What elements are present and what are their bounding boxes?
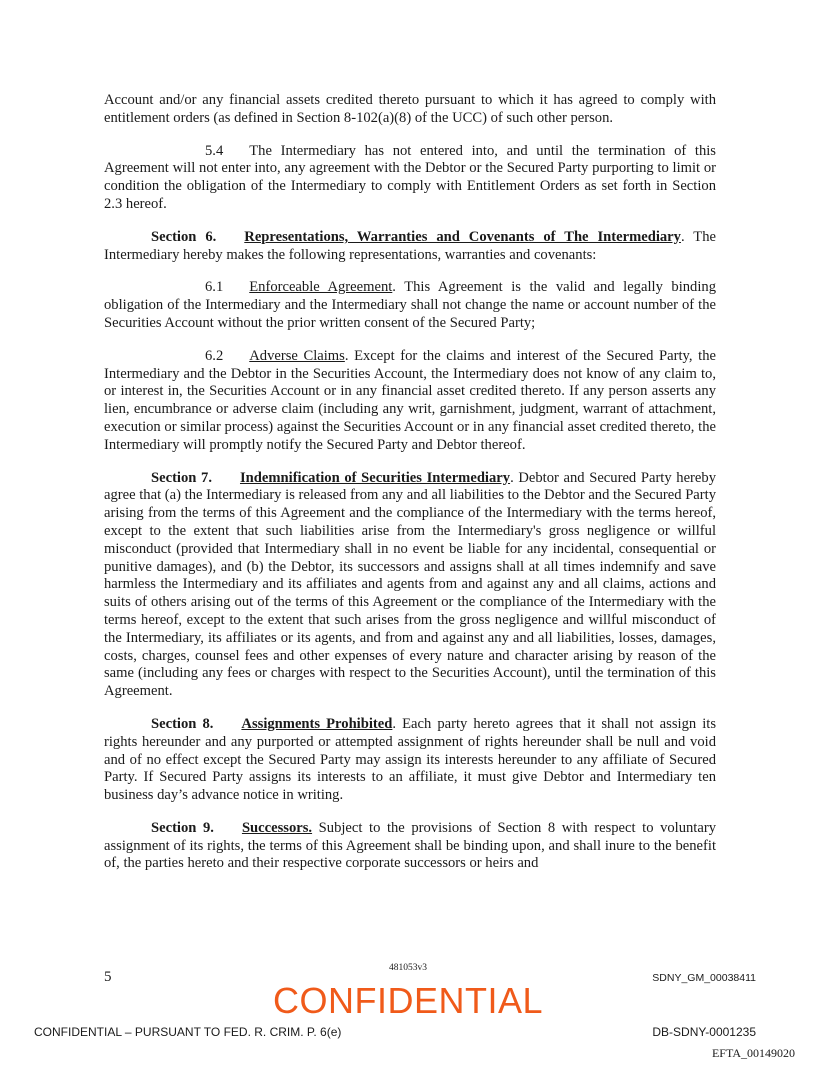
confidential-notice: CONFIDENTIAL – PURSUANT TO FED. R. CRIM. P. 6(e) [34,1025,342,1039]
paragraph-6-1 [104,279,716,332]
paragraph-6-2 [104,348,716,455]
document-body [104,92,716,888]
paragraph-continuation [104,92,716,128]
section-label: Section 8. [151,715,214,732]
section-heading: Assignments Prohibited [241,715,393,732]
section-heading: Indemnification of Securities Intermediary [239,469,511,486]
paragraph-text: The Intermediary has not entered into, and until the termination of this Agreement will not enter into, any agreement with the Debtor or the Secured Party purporting to limit or condition the obligation of the Intermediary to comply with Entitlement Orders as set forth in Section 2.3 hereof. [104,142,716,212]
section-heading-period: . [680,228,685,245]
paragraph-text: . This Agreement is the valid and legally binding obligation of the Intermediary and the Intermediary shall not change the name or account number of the Securities Account without the prior written consent of the Secured Party; [104,279,716,331]
section-9 [104,820,716,873]
paragraph-number: 5.4 [205,142,224,159]
db-bates-number: DB-SDNY-0001235 [652,1025,756,1039]
section-text: . Debtor and Secured Party hereby agree that (a) the Intermediary is released from any and all liabilities to the Debtor and the Secured Party arising from the terms of this Agreement and the compliance of the Intermediary with the terms hereof, except to the extent that such liabilities arise from the Intermediary's gross negligence or willful misconduct (provided that Intermediary shall in no event be liable for any incidental, consequential or punitive damages), and (b) the Debtor, its successors and assigns shall at all times indemnify and save harmless the Intermediary and its affiliates and agents from and against any and all claims, actions and suits of others arising out of the terms of this Agreement or the compliance of the Intermediary with the terms hereof, except to the extent that such arises from the gross negligence and willful misconduct of the Intermediary, its affiliates or its agents, and from and against any and all liabilities, losses, damages, costs, charges, counsel fees and other expenses of every nature and character arising by reason of the same (including any fees or charges with respect to the Securities Account), until the termination of this Agreement. [104,469,716,700]
page-number: 5 [104,969,112,985]
paragraph-text: . Except for the claims and interest of the Secured Party, the Intermediary and the Debtor in the Securities Account, the Intermediary does not know of any claim to, or interest in, the Securities Account or in any financial asset credited thereto. If any person asserts any lien, encumbrance or adverse claim (including any writ, garnishment, judgment, warrant of attachment, execution or similar process) against the Securities Account or in any financial asset credited thereto, the Intermediary will promptly notify the Secured Party and Debtor thereof. [104,347,716,453]
section-label: Section 9. [151,819,214,836]
section-heading: Successors. [241,819,313,836]
section-heading: Representations, Warranties and Covenants of The Intermediary [244,228,681,245]
paragraph-heading: Adverse Claims [249,347,345,364]
section-text: . Each party hereto agrees that it shall not assign its rights hereunder and any purported or attempted assignment of rights hereunder shall be null and void and of no effect except the Secured Party may assign its interests hereunder to any affiliate of Secured Party. If Secured Party assigns its interests to an affiliate, it must give Debtor and Intermediary ten business day’s advance notice in writing. [104,715,717,804]
section-label: Section 7. [151,469,212,486]
paragraph-5-4 [104,143,716,214]
paragraph-heading: Enforceable Agreement [249,279,393,296]
efta-bates-number: EFTA_00149020 [711,1046,795,1060]
document-id: 481053v3 [389,963,427,973]
section-text: Subject to the provisions of Section 8 with respect to voluntary assignment of its rights, the terms of this Agreement shall be binding upon, and shall inure to the benefit of, the parties hereto and their respective corporate successors or heirs and [104,819,716,872]
paragraph-text: Account and/or any financial assets credited thereto pursuant to which it has agreed to comply with entitlement orders (as defined in Section 8-102(a)(8) of the UCC) of such other person. [104,92,716,126]
paragraph-number: 6.2 [205,347,224,364]
confidential-stamp: CONFIDENTIAL [272,980,544,1021]
section-text: The Intermediary hereby makes the following representations, warranties and covenants: [104,228,716,263]
sdny-bates-stamp: SDNY_GM_00038411 [652,972,756,984]
section-6 [104,229,716,265]
section-8 [104,716,716,805]
section-7 [104,470,716,701]
paragraph-number: 6.1 [205,279,224,296]
section-label: Section 6. [151,228,217,245]
